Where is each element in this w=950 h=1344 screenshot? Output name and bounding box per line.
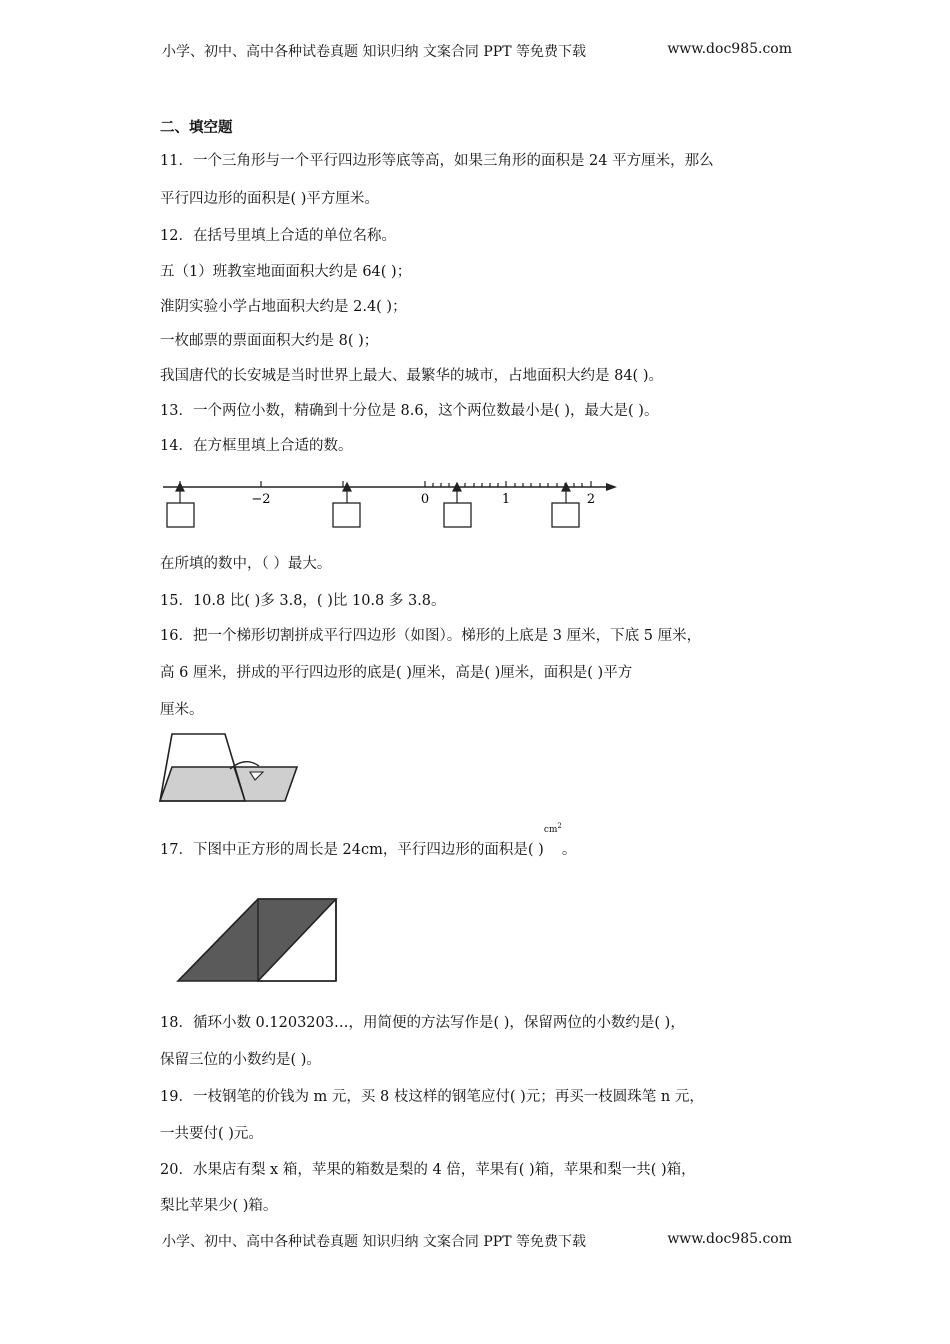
question-18-line-1: 18．循环小数 0.1203203…，用简便的方法写作是( )，保留两位的小数约是( )， — [160, 1015, 685, 1031]
answer-box-4 — [552, 503, 579, 527]
header-left-text: 小学、初中、高中各种试卷真题 知识归纳 文案合同 PPT 等免费下载 — [162, 44, 586, 60]
answer-box-2 — [333, 503, 360, 527]
question-19-line-2: 一共要付( )元。 — [160, 1126, 263, 1142]
question-20-line-2: 梨比苹果少( )箱。 — [160, 1198, 278, 1214]
question-17-end: 。 — [561, 841, 577, 858]
question-17 — [160, 822, 577, 860]
unit-cm: cm — [543, 825, 558, 835]
page-header — [162, 41, 792, 61]
header-url[interactable]: www.doc985.com — [667, 41, 792, 57]
tick-label-2: 2 — [586, 492, 596, 507]
trapezoid-to-parallelogram-figure — [155, 730, 305, 805]
answer-box-1 — [167, 503, 194, 527]
footer-left-text: 小学、初中、高中各种试卷真题 知识归纳 文案合同 PPT 等免费下载 — [162, 1234, 586, 1250]
question-18-line-2: 保留三位的小数约是( )。 — [160, 1052, 321, 1068]
question-13: 13．一个两位小数，精确到十分位是 8.6，这个两位数最小是( )，最大是( )。 — [160, 403, 659, 419]
question-12-item-1: 五（1）班教室地面面积大约是 64( )； — [160, 264, 412, 280]
question-12-item-2: 淮阴实验小学占地面积大约是 2.4( )； — [160, 299, 407, 315]
question-12-item-3: 一枚邮票的票面面积大约是 8( )； — [160, 333, 379, 349]
section-title: 二、填空题 — [160, 119, 233, 136]
question-15: 15．10.8 比( )多 3.8，( )比 10.8 多 3.8。 — [160, 593, 446, 609]
question-16-line-3: 厘米。 — [160, 702, 204, 718]
unit-cm-squared — [543, 822, 562, 835]
question-11-line-2: 平行四边形的面积是( )平方厘米。 — [160, 191, 379, 207]
question-11-line-1: 11．一个三角形与一个平行四边形等底等高，如果三角形的面积是 24 平方厘米，那么 — [160, 153, 714, 169]
question-14-title: 14．在方框里填上合适的数。 — [160, 438, 353, 454]
question-16-line-1: 16．把一个梯形切割拼成平行四边形（如图）。梯形的上底是 3 厘米，下底 5 厘米， — [160, 628, 702, 644]
tick-label-0: 0 — [420, 492, 430, 507]
answer-box-3 — [444, 503, 471, 527]
page-footer — [162, 1231, 792, 1251]
question-17-text: 17．下图中正方形的周长是 24cm，平行四边形的面积是( ) — [160, 841, 544, 858]
question-19-line-1: 19．一枝钢笔的价钱为 m 元，买 8 枝这样的钢笔应付( )元；再买一枝圆珠笔 n 元， — [160, 1089, 704, 1105]
unit-exponent: 2 — [557, 822, 562, 830]
question-12-title: 12．在括号里填上合适的单位名称。 — [160, 228, 396, 244]
tick-label-1: 1 — [501, 492, 511, 507]
number-line-figure — [155, 470, 630, 535]
question-12-item-4: 我国唐代的长安城是当时世界上最大、最繁华的城市，占地面积大约是 84( )。 — [160, 368, 663, 384]
question-20-line-1: 20．水果店有梨 x 箱，苹果的箱数是梨的 4 倍，苹果有( )箱，苹果和梨一共( )箱， — [160, 1162, 696, 1178]
question-14-followup: 在所填的数中，（ ）最大。 — [160, 556, 332, 572]
tick-label-neg2: −2 — [251, 492, 271, 507]
square-parallelogram-figure — [170, 893, 345, 988]
footer-url[interactable]: www.doc985.com — [667, 1231, 792, 1247]
question-16-line-2: 高 6 厘米，拼成的平行四边形的底是( )厘米，高是( )厘米，面积是( )平方 — [160, 665, 633, 681]
